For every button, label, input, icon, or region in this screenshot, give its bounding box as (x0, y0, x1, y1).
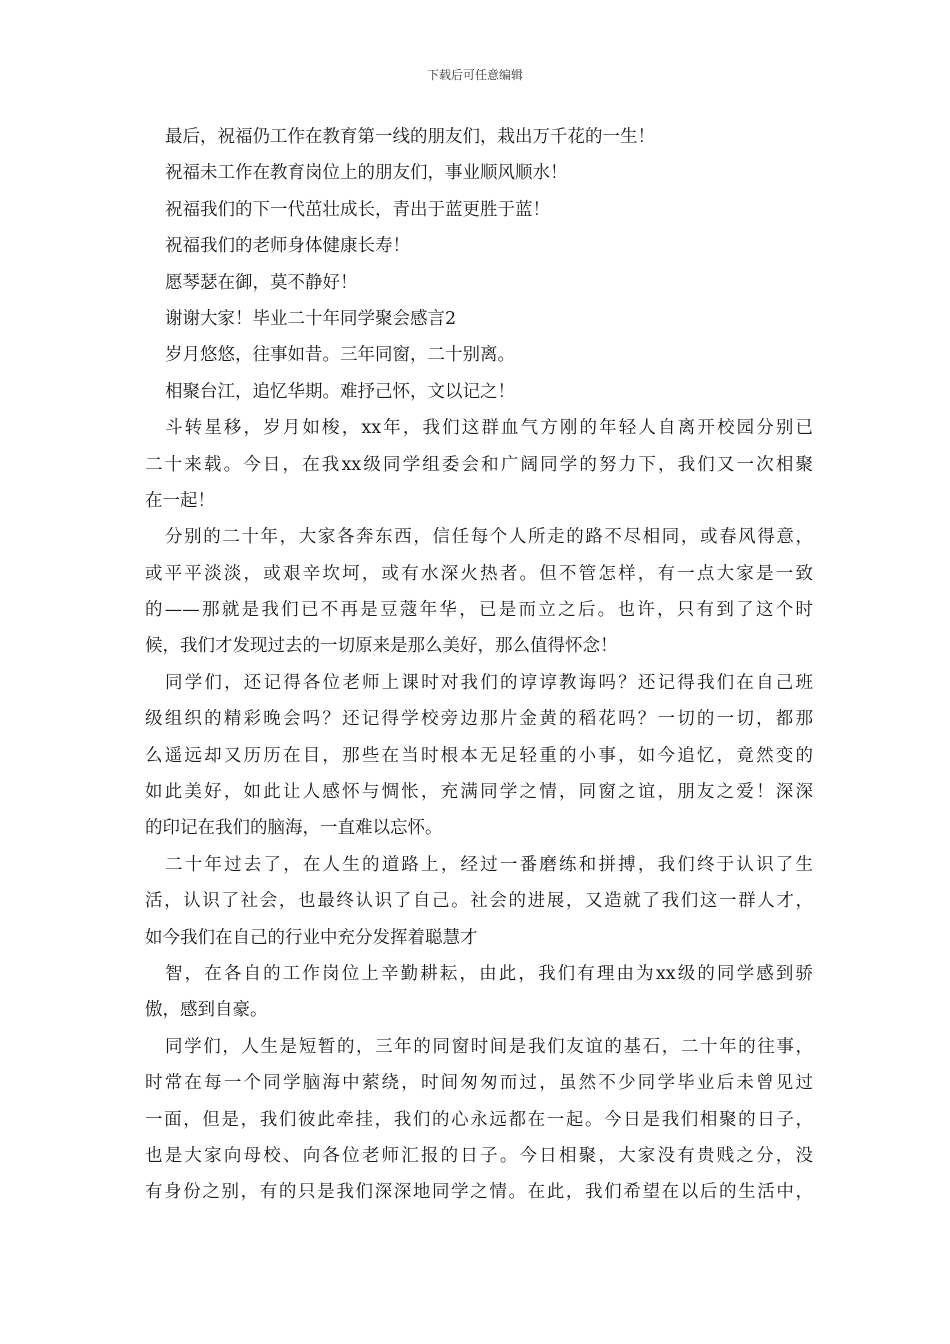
text-line: 活，认识了社会，也最终认识了自己。社会的进展，又造就了我们这一群人才， (145, 891, 813, 912)
text-line: 傲，感到自豪。 (145, 1000, 268, 1021)
text-line: 的印记在我们的脑海，一直难以忘怀。 (145, 818, 443, 839)
text-line: 愿琴瑟在御，莫不静好！ (165, 272, 358, 293)
text-line: 分别的二十年，大家各奔东西，信任每个人所走的路不尽相同，或春风得意， (165, 527, 813, 548)
text-line: 二十年过去了，在人生的道路上，经过一番磨练和拼搏，我们终于认识了生 (165, 854, 813, 875)
text-line: 祝福未工作在教育岗位上的朋友们，事业顺风顺水！ (165, 163, 568, 184)
text-line: 谢谢大家！毕业二十年同学聚会感言2 (165, 308, 457, 329)
text-line: 斗转星移，岁月如梭，xx年，我们这群血气方刚的年轻人自离开校园分别已 (165, 418, 813, 439)
text-line: 同学们，还记得各位老师上课时对我们的谆谆教诲吗？还记得我们在自己班 (165, 672, 813, 693)
text-line: 也是大家向母校、向各位老师汇报的日子。今日相聚，大家没有贵贱之分，没 (145, 1145, 813, 1166)
text-line: 二十来载。今日，在我xx级同学组委会和广阔同学的努力下，我们又一次相聚 (145, 454, 813, 475)
text-line: 最后，祝福仍工作在教育第一线的朋友们，栽出万千花的一生！ (165, 127, 655, 147)
text-line: 如此美好，如此让人感怀与惆怅，充满同学之情，同窗之谊，朋友之爱！深深 (145, 782, 813, 803)
text-line: 候，我们才发现过去的一切原来是那么美好，那么值得怀念！ (145, 636, 618, 657)
text-line: 同学们，人生是短暂的，三年的同窗时间是我们友谊的基石，二十年的往事， (165, 1036, 813, 1057)
text-line: 么遥远却又历历在目，那些在当时根本无足轻重的小事，如今追忆，竟然变的 (145, 745, 813, 766)
text-line: 祝福我们的下一代茁壮成长，青出于蓝更胜于蓝！ (165, 199, 550, 220)
text-line: 岁月悠悠，往事如昔。三年同窗，二十别离。 (165, 345, 515, 366)
text-line: 有身份之别，有的只是我们深深地同学之情。在此，我们希望在以后的生活中， (145, 1182, 813, 1203)
text-line: 时常在每一个同学脑海中萦绕，时间匆匆而过，虽然不少同学毕业后未曾见过 (145, 1073, 813, 1094)
text-line: 如今我们在自己的行业中充分发挥着聪慧才 (145, 927, 478, 948)
page-header: 下载后可任意编辑 (426, 68, 523, 82)
text-line: 级组织的精彩晚会吗？还记得学校旁边那片金黄的稻花吗？一切的一切，都那 (145, 709, 813, 730)
text-line: 或平平淡淡，或艰辛坎坷，或有水深火热者。但不管怎样，有一点大家是一致 (145, 563, 813, 584)
text-line: 的——那就是我们已不再是豆蔻年华，已是而立之后。也许，只有到了这个时 (145, 600, 813, 621)
text-line: 一面，但是，我们彼此牵挂，我们的心永远都在一起。今日是我们相聚的日子， (145, 1109, 813, 1130)
text-line: 祝福我们的老师身体健康长寿！ (165, 236, 410, 257)
document-body (145, 119, 813, 1211)
text-line: 在一起！ (145, 490, 215, 511)
text-line: 智，在各自的工作岗位上辛勤耕耘，由此，我们有理由为xx级的同学感到骄 (165, 963, 813, 984)
text-line: 相聚台江，追忆华期。难抒己怀，文以记之！ (165, 381, 515, 402)
